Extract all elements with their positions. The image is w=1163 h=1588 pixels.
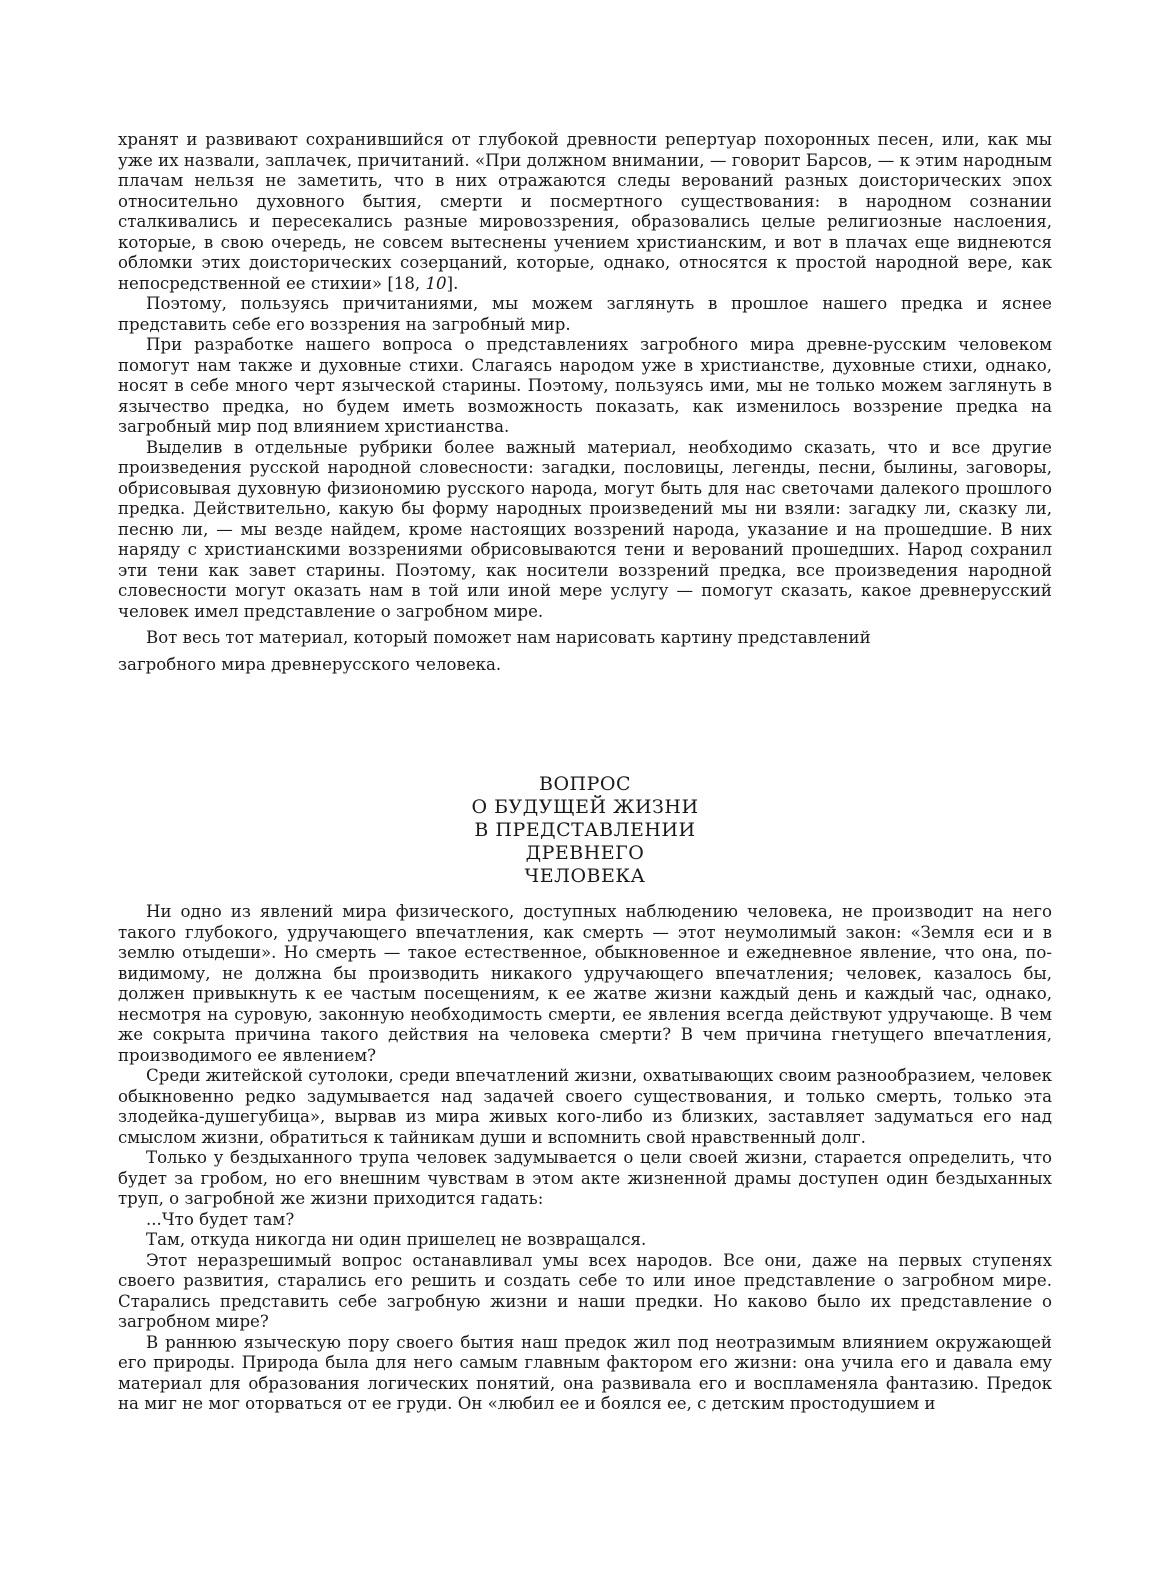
document-page: [118, 130, 1052, 1415]
body-quote-line-1: ...Что будет там?: [146, 1209, 295, 1229]
body-paragraph-3: Только у бездыханного трупа человек задумывается о цели своей жизни, старается определить, что будет за гробом, но его внешним чувствам в этом акте жизненной драмы доступен один бездыханных труп, о загробной же жизни приходится гадать:: [118, 1148, 1052, 1208]
chapter-title: [118, 773, 1052, 888]
citation-page-ref: 10: [425, 273, 447, 293]
body-paragraph-7: В раннюю языческую пору своего бытия наш предок жил под неотразимым влиянием окружающей его природы. Природа была для него самым главным фактором его жизни: она учила его и давала ему материал для образования логических понятий, она развивала его и воспламеняла фантазию. Предок на миг не мог оторваться от ее груди. Он «любил ее и боялся ее, с детским простодушием и: [118, 1332, 1052, 1413]
chapter-title-line-2: О БУДУЩЕЙ ЖИЗНИ: [471, 796, 699, 818]
intro-paragraph-2: Поэтому, пользуясь причитаниями, мы можем заглянуть в прошлое нашего предка и яснее представить себе его воззрения на загробный мир.: [118, 294, 1052, 334]
chapter-body: [118, 902, 1052, 1415]
intro-paragraph-4: Выделив в отдельные рубрики более важный материал, необходимо сказать, что и все другие произведения русской народной словесности: загадки, пословицы, легенды, песни, былины, заговоры, обрисовывая духовную физиономию русского народа, могут быть для нас светочами далекого прошлого предка. Действительно, какую бы форму народных произведений мы ни взяли: загадку ли, сказку ли, песню ли, — мы везде найдем, кроме настоящих воззрений народа, указание и на прошедшие. В них наряду с христианскими воззрениями обрисовываются тени и верований прошедших. Народ сохранил эти тени как завет старины. Поэтому, как носители воззрений предка, все произведения народной словесности могут оказать нам в той или иной мере услугу — помогут сказать, какое древнерусский человек имел представление о загробном мире.: [118, 437, 1052, 621]
chapter-title-line-1: ВОПРОС: [538, 773, 631, 795]
chapter-title-line-4: ДРЕВНЕГО: [525, 842, 645, 864]
intro-paragraph-3: При разработке нашего вопроса о представлениях загробного мира древне-русским человеком помогут нам также и духовные стихи. Слагаясь народом уже в христианстве, духовные стихи, однако, носят в себе много черт языческой старины. Поэтому, пользуясь ими, мы не только можем заглянуть в язычество предка, но будем иметь возможность показать, как изменилось воззрение предка на загробный мир под влиянием христианства.: [118, 335, 1052, 436]
body-paragraph-6: Этот неразрешимый вопрос останавливал умы всех народов. Все они, даже на первых ступенях своего развития, старались его решить и создать себе то или иное представление о загробном мире. Старались представить себе загробную жизни и наши предки. Но каково было их представление о загробном мире?: [118, 1250, 1052, 1331]
body-paragraph-2: Среди житейской сутолоки, среди впечатлений жизни, охватывающих своим разнообразием, человек обыкновенно редко задумывается над задачей своего существования, и только смерть, только эта злодейка-душегубица», вырвав из мира живых кого-либо из близких, заставляет задуматься его над смыслом жизни, обратиться к тайникам души и вспомнить свой нравственный долг.: [118, 1066, 1052, 1147]
body-quote-line-2: Там, откуда никогда ни один пришелец не возвращался.: [146, 1230, 647, 1249]
intro-paragraph-5-line-2: загробного мира древнерусского человека.: [118, 654, 502, 674]
intro-paragraph-1: [118, 130, 1052, 294]
chapter-title-line-5: ЧЕЛОВЕКА: [524, 865, 646, 887]
intro-paragraph-1-text: хранят и развивают сохранившийся от глубокой древности репертуар похоронных песен, или, как мы уже их назвали, заплачек, причитаний. «При должном внимании, — говорит Барсов, — к этим народным плачам нельзя не заметить, что в них отражаются следы верований разных доисторических эпох относительно духовного бытия, смерти и посмертного существования: в народном сознании сталкивались и пересекались разные мировоззрения, образовались целые религиозные наслоения, которые, в свою очередь, не совсем вытеснены учением христианским, и вот в плачах еще виднеются обломки этих доисторических созерцаний, которые, однако, относятся к простой народной вере, как непосредственной ее стихии» [18,: [118, 130, 1052, 293]
intro-paragraph-5-line-1: Вот весь тот материал, который поможет нам нарисовать картину представлений: [146, 628, 871, 647]
chapter-title-line-3: В ПРЕДСТАВЛЕНИИ: [474, 819, 696, 841]
citation-close: ].: [446, 273, 459, 293]
body-paragraph-1: Ни одно из явлений мира физического, доступных наблюдению человека, не производит на него такого глубокого, удручающего впечатления, как смерть — этот неумолимый закон: «Земля еси и в землю отыдеши». Но смерть — такое естественное, обыкновенное и ежедневное явление, что она, по-видимому, не должна бы производить никакого удручающего впечатления; человек, казалось бы, должен привыкнуть к ее частым посещениям, к ее жатве жизни каждый день и каждый час, однако, несмотря на суровую, законную необходимость смерти, ее явления всегда действуют удручающе. В чем же сокрыта причина такого действия на человека смерти? В чем причина гнетущего впечатления, производимого ее явлением?: [118, 902, 1052, 1065]
